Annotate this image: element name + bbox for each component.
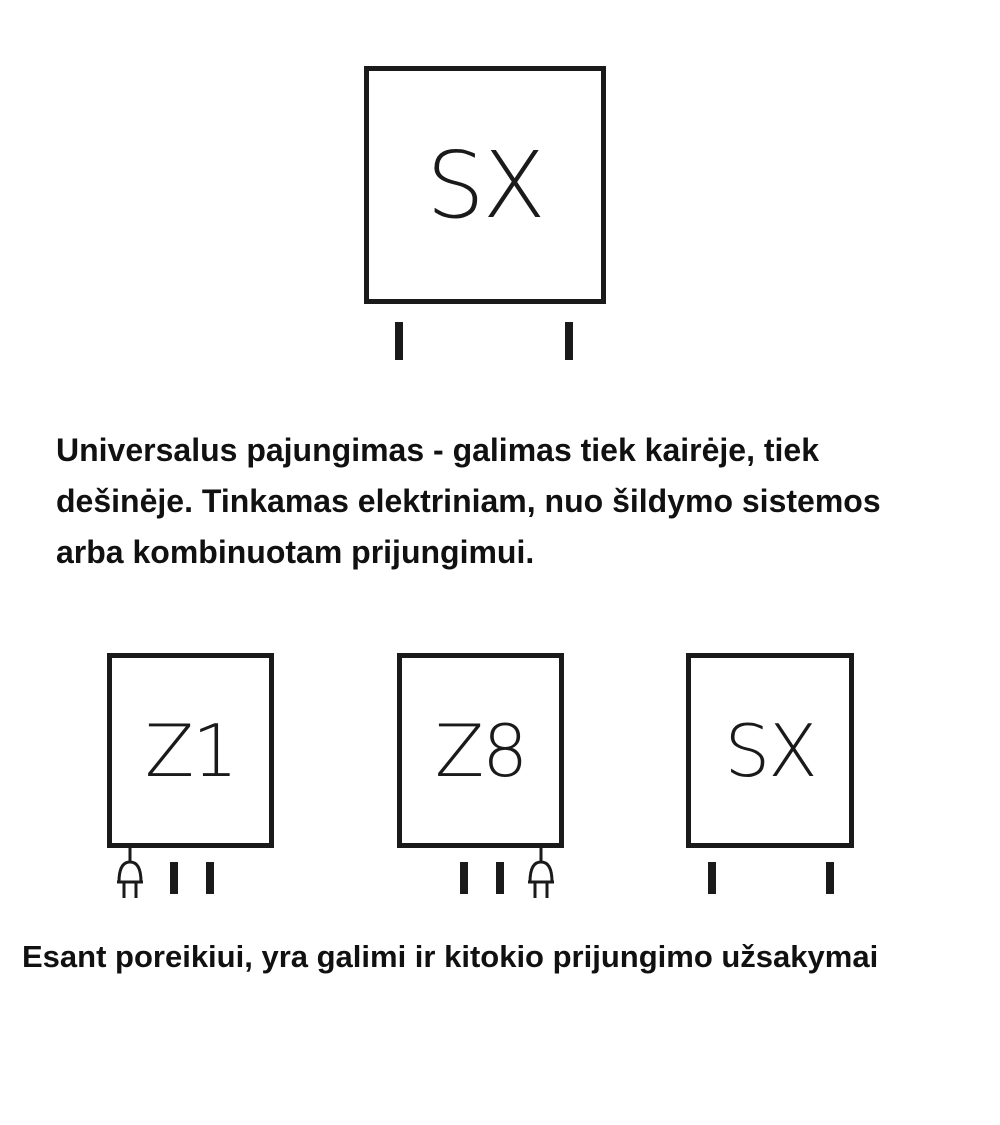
top-sx-label: SX — [426, 131, 544, 239]
variant-sx-box — [686, 653, 854, 848]
top-left-pipe — [395, 322, 403, 360]
z8-pipe-2 — [496, 862, 504, 894]
variant-z8-box — [397, 653, 564, 848]
top-right-pipe — [565, 322, 573, 360]
variant-sx-label: SX — [724, 708, 816, 793]
plug-icon — [524, 848, 558, 900]
top-sx-box — [364, 66, 606, 304]
z1-pipe-1 — [170, 862, 178, 894]
description-text: Universalus pajungimas - galimas tiek kairėje, tiek dešinėje. Tinkamas elektriniam, nuo šildymo sistemos arba kombinuotam prijungimui. — [56, 432, 881, 570]
sx-pipe-right — [826, 862, 834, 894]
z8-pipe-1 — [460, 862, 468, 894]
sx-pipe-left — [708, 862, 716, 894]
variant-z8-label: Z8 — [434, 708, 527, 793]
variant-z1-label: Z1 — [144, 708, 237, 793]
plug-icon — [113, 848, 147, 900]
variant-z1-box — [107, 653, 274, 848]
footer-note: Esant poreikiui, yra galimi ir kitokio prijungimo užsakymai — [22, 939, 879, 974]
z1-pipe-2 — [206, 862, 214, 894]
